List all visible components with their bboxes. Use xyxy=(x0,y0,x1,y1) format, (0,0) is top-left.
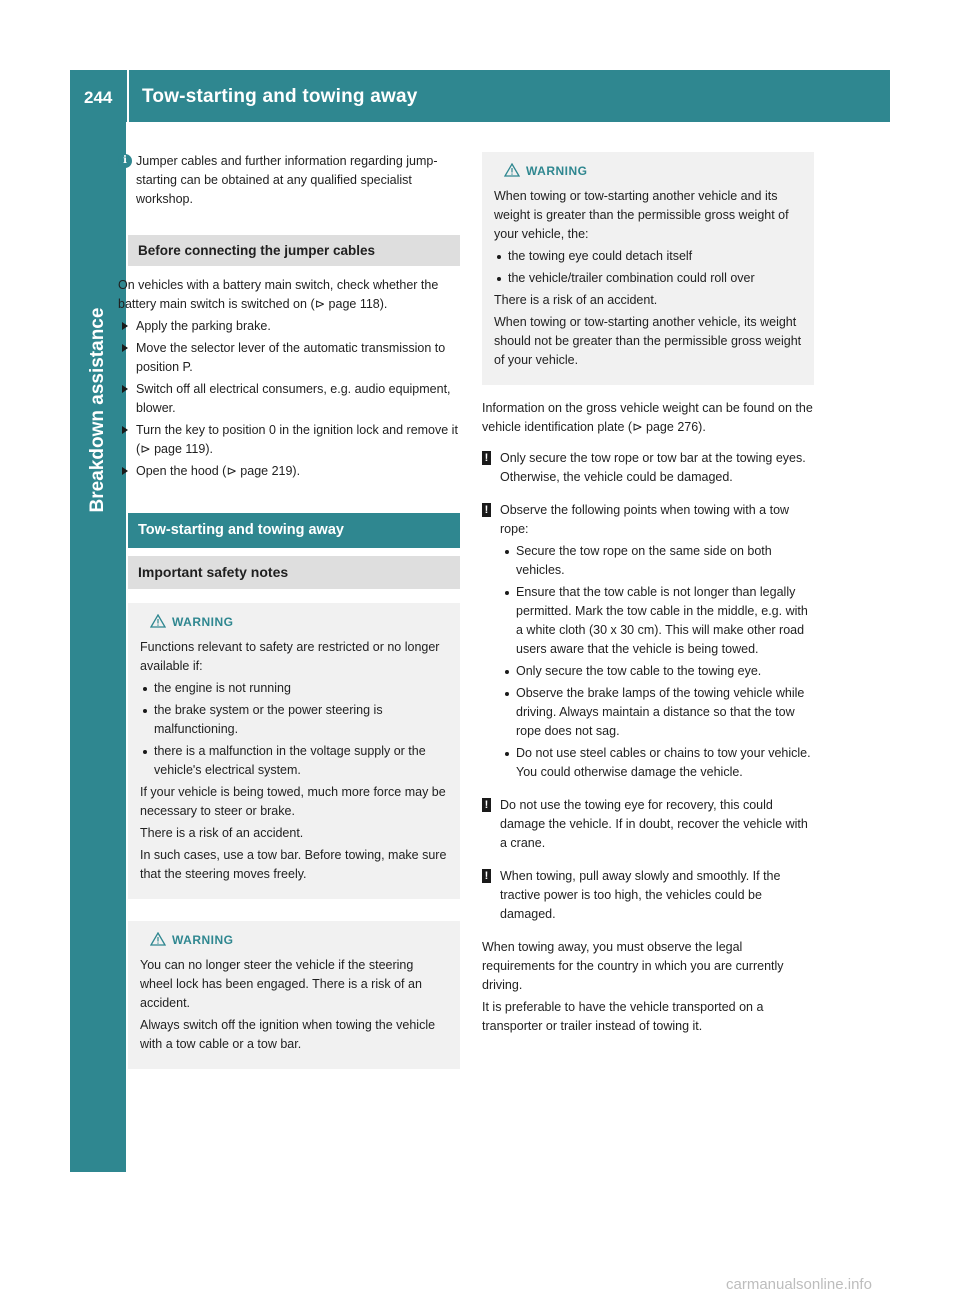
gvw-info: Information on the gross vehicle weight can be found on the vehicle identification plate (⊳ page 276). xyxy=(482,401,813,434)
bullet-item xyxy=(140,679,448,698)
bullet-item xyxy=(494,269,802,288)
bullet-dot xyxy=(505,591,509,595)
warning-heading xyxy=(150,931,448,950)
notice-1 xyxy=(482,449,814,487)
bullet-item xyxy=(502,684,814,741)
bullet-dot xyxy=(505,670,509,674)
warning-paragraph: If your vehicle is being towed, much more force may be necessary to steer or brake. xyxy=(140,785,446,818)
warning-paragraph: In such cases, use a tow bar. Before towing, make sure that the steering moves freely. xyxy=(140,848,447,881)
exclamation-icon: ! xyxy=(482,451,491,465)
warning-heading-text: WARNING xyxy=(172,615,234,629)
bullet-dot xyxy=(143,750,147,754)
bullet-dot xyxy=(497,277,501,281)
warning-triangle-icon xyxy=(504,163,520,177)
warning-box-2 xyxy=(128,921,460,1069)
right-column xyxy=(482,152,814,1039)
bullet-text: Ensure that the tow cable is not longer than legally permitted. Mark the tow cable in the middle, e.g. with a white cloth (30 x 30 cm). This will make other road users aware that the vehicle is being towed. xyxy=(516,585,808,656)
notice-text: Observe the following points when towing with a tow rope: xyxy=(500,503,790,536)
section-heading-safety-notes: Important safety notes xyxy=(128,556,460,589)
warning-intro: When towing or tow-starting another vehicle and its weight is greater than the permissible gross weight of your vehicle, the: xyxy=(494,189,789,241)
arrow-right-icon xyxy=(122,344,128,352)
step-item xyxy=(118,317,460,336)
warning-heading xyxy=(150,613,448,632)
warning-heading-text: WARNING xyxy=(526,164,588,178)
warning-paragraph: You can no longer steer the vehicle if the steering wheel lock has been engaged. There is a risk of an accident. xyxy=(140,958,422,1010)
notice-text: Only secure the tow rope or tow bar at the towing eyes. Otherwise, the vehicle could be damaged. xyxy=(500,451,806,484)
header-divider xyxy=(127,70,129,122)
warning-paragraph: There is a risk of an accident. xyxy=(140,826,304,840)
bullet-item xyxy=(502,744,814,782)
before-intro: On vehicles with a battery main switch, check whether the battery main switch is switched on (⊳ page 118). xyxy=(118,278,439,311)
step-text: Apply the parking brake. xyxy=(136,319,271,333)
info-icon: i xyxy=(118,154,132,168)
arrow-right-icon xyxy=(122,385,128,393)
step-item xyxy=(118,380,460,418)
side-tab-label: Breakdown assistance xyxy=(87,307,108,513)
bullet-dot xyxy=(505,550,509,554)
bullet-text: Do not use steel cables or chains to tow your vehicle. You could otherwise damage the vehicle. xyxy=(516,746,811,779)
warning-box-3 xyxy=(482,152,814,385)
bullet-dot xyxy=(505,692,509,696)
watermark: carmanualsonline.info xyxy=(726,1276,872,1293)
bullet-text: Only secure the tow cable to the towing eye. xyxy=(516,664,762,678)
warning-triangle-icon xyxy=(150,932,166,946)
step-text: Turn the key to position 0 in the ignition lock and remove it (⊳ page 119). xyxy=(136,423,458,456)
bullet-item xyxy=(140,742,448,780)
bullet-text: there is a malfunction in the voltage supply or the vehicle's electrical system. xyxy=(154,744,426,777)
info-note xyxy=(118,152,460,209)
transport-text: It is preferable to have the vehicle transported on a transporter or trailer instead of towing it. xyxy=(482,1000,764,1033)
notice-text: Do not use the towing eye for recovery, this could damage the vehicle. If in doubt, recover the vehicle with a crane. xyxy=(500,798,808,850)
exclamation-icon: ! xyxy=(482,503,491,517)
legal-requirements-text: When towing away, you must observe the legal requirements for the country in which you are currently driving. xyxy=(482,940,784,992)
bullet-text: Secure the tow rope on the same side on both vehicles. xyxy=(516,544,772,577)
bullet-text: the engine is not running xyxy=(154,681,291,695)
step-item xyxy=(118,421,460,459)
step-text: Move the selector lever of the automatic transmission to position P. xyxy=(136,341,446,374)
warning-heading-text: WARNING xyxy=(172,933,234,947)
notice-text: When towing, pull away slowly and smoothly. If the tractive power is too high, the vehicles could be damaged. xyxy=(500,869,781,921)
bullet-dot xyxy=(143,709,147,713)
left-column xyxy=(118,152,460,1083)
bullet-item xyxy=(502,583,814,659)
page-number: 244 xyxy=(84,88,113,107)
bullet-text: Observe the brake lamps of the towing vehicle while driving. Always maintain a distance so that the tow rope does not sag. xyxy=(516,686,805,738)
exclamation-icon: ! xyxy=(482,869,491,883)
bullet-dot xyxy=(143,687,147,691)
warning-box-1 xyxy=(128,603,460,899)
notice-4 xyxy=(482,867,814,924)
bullet-dot xyxy=(505,752,509,756)
arrow-right-icon xyxy=(122,467,128,475)
exclamation-icon: ! xyxy=(482,798,491,812)
bullet-text: the vehicle/trailer combination could roll over xyxy=(508,271,755,285)
warning-paragraph: Always switch off the ignition when towing the vehicle with a tow cable or a tow bar. xyxy=(140,1018,436,1051)
arrow-right-icon xyxy=(122,426,128,434)
warning-heading xyxy=(504,162,802,181)
warning-paragraph: There is a risk of an accident. xyxy=(494,293,658,307)
arrow-right-icon xyxy=(122,322,128,330)
bullet-item xyxy=(502,542,814,580)
notice-3 xyxy=(482,796,814,853)
warning-triangle-icon xyxy=(150,614,166,628)
warning-paragraph: When towing or tow-starting another vehicle, its weight should not be greater than the permissible gross weight of your vehicle. xyxy=(494,315,802,367)
warning-intro: Functions relevant to safety are restricted or no longer available if: xyxy=(140,640,440,673)
section-heading-before-connecting: Before connecting the jumper cables xyxy=(128,235,460,266)
page-title: Tow-starting and towing away xyxy=(142,86,418,107)
info-note-text: Jumper cables and further information regarding jump-starting can be obtained at any qualified specialist workshop. xyxy=(136,154,438,206)
notice-2 xyxy=(482,501,814,782)
bullet-text: the towing eye could detach itself xyxy=(508,249,693,263)
section-heading-towing: Tow-starting and towing away xyxy=(128,513,460,548)
step-text: Switch off all electrical consumers, e.g. audio equipment, blower. xyxy=(136,382,451,415)
step-item xyxy=(118,339,460,377)
bullet-dot xyxy=(497,255,501,259)
bullet-text: the brake system or the power steering is malfunctioning. xyxy=(154,703,383,736)
bullet-item xyxy=(140,701,448,739)
step-item xyxy=(118,462,460,481)
step-text: Open the hood (⊳ page 219). xyxy=(136,464,301,478)
bullet-item xyxy=(502,662,814,681)
bullet-item xyxy=(494,247,802,266)
